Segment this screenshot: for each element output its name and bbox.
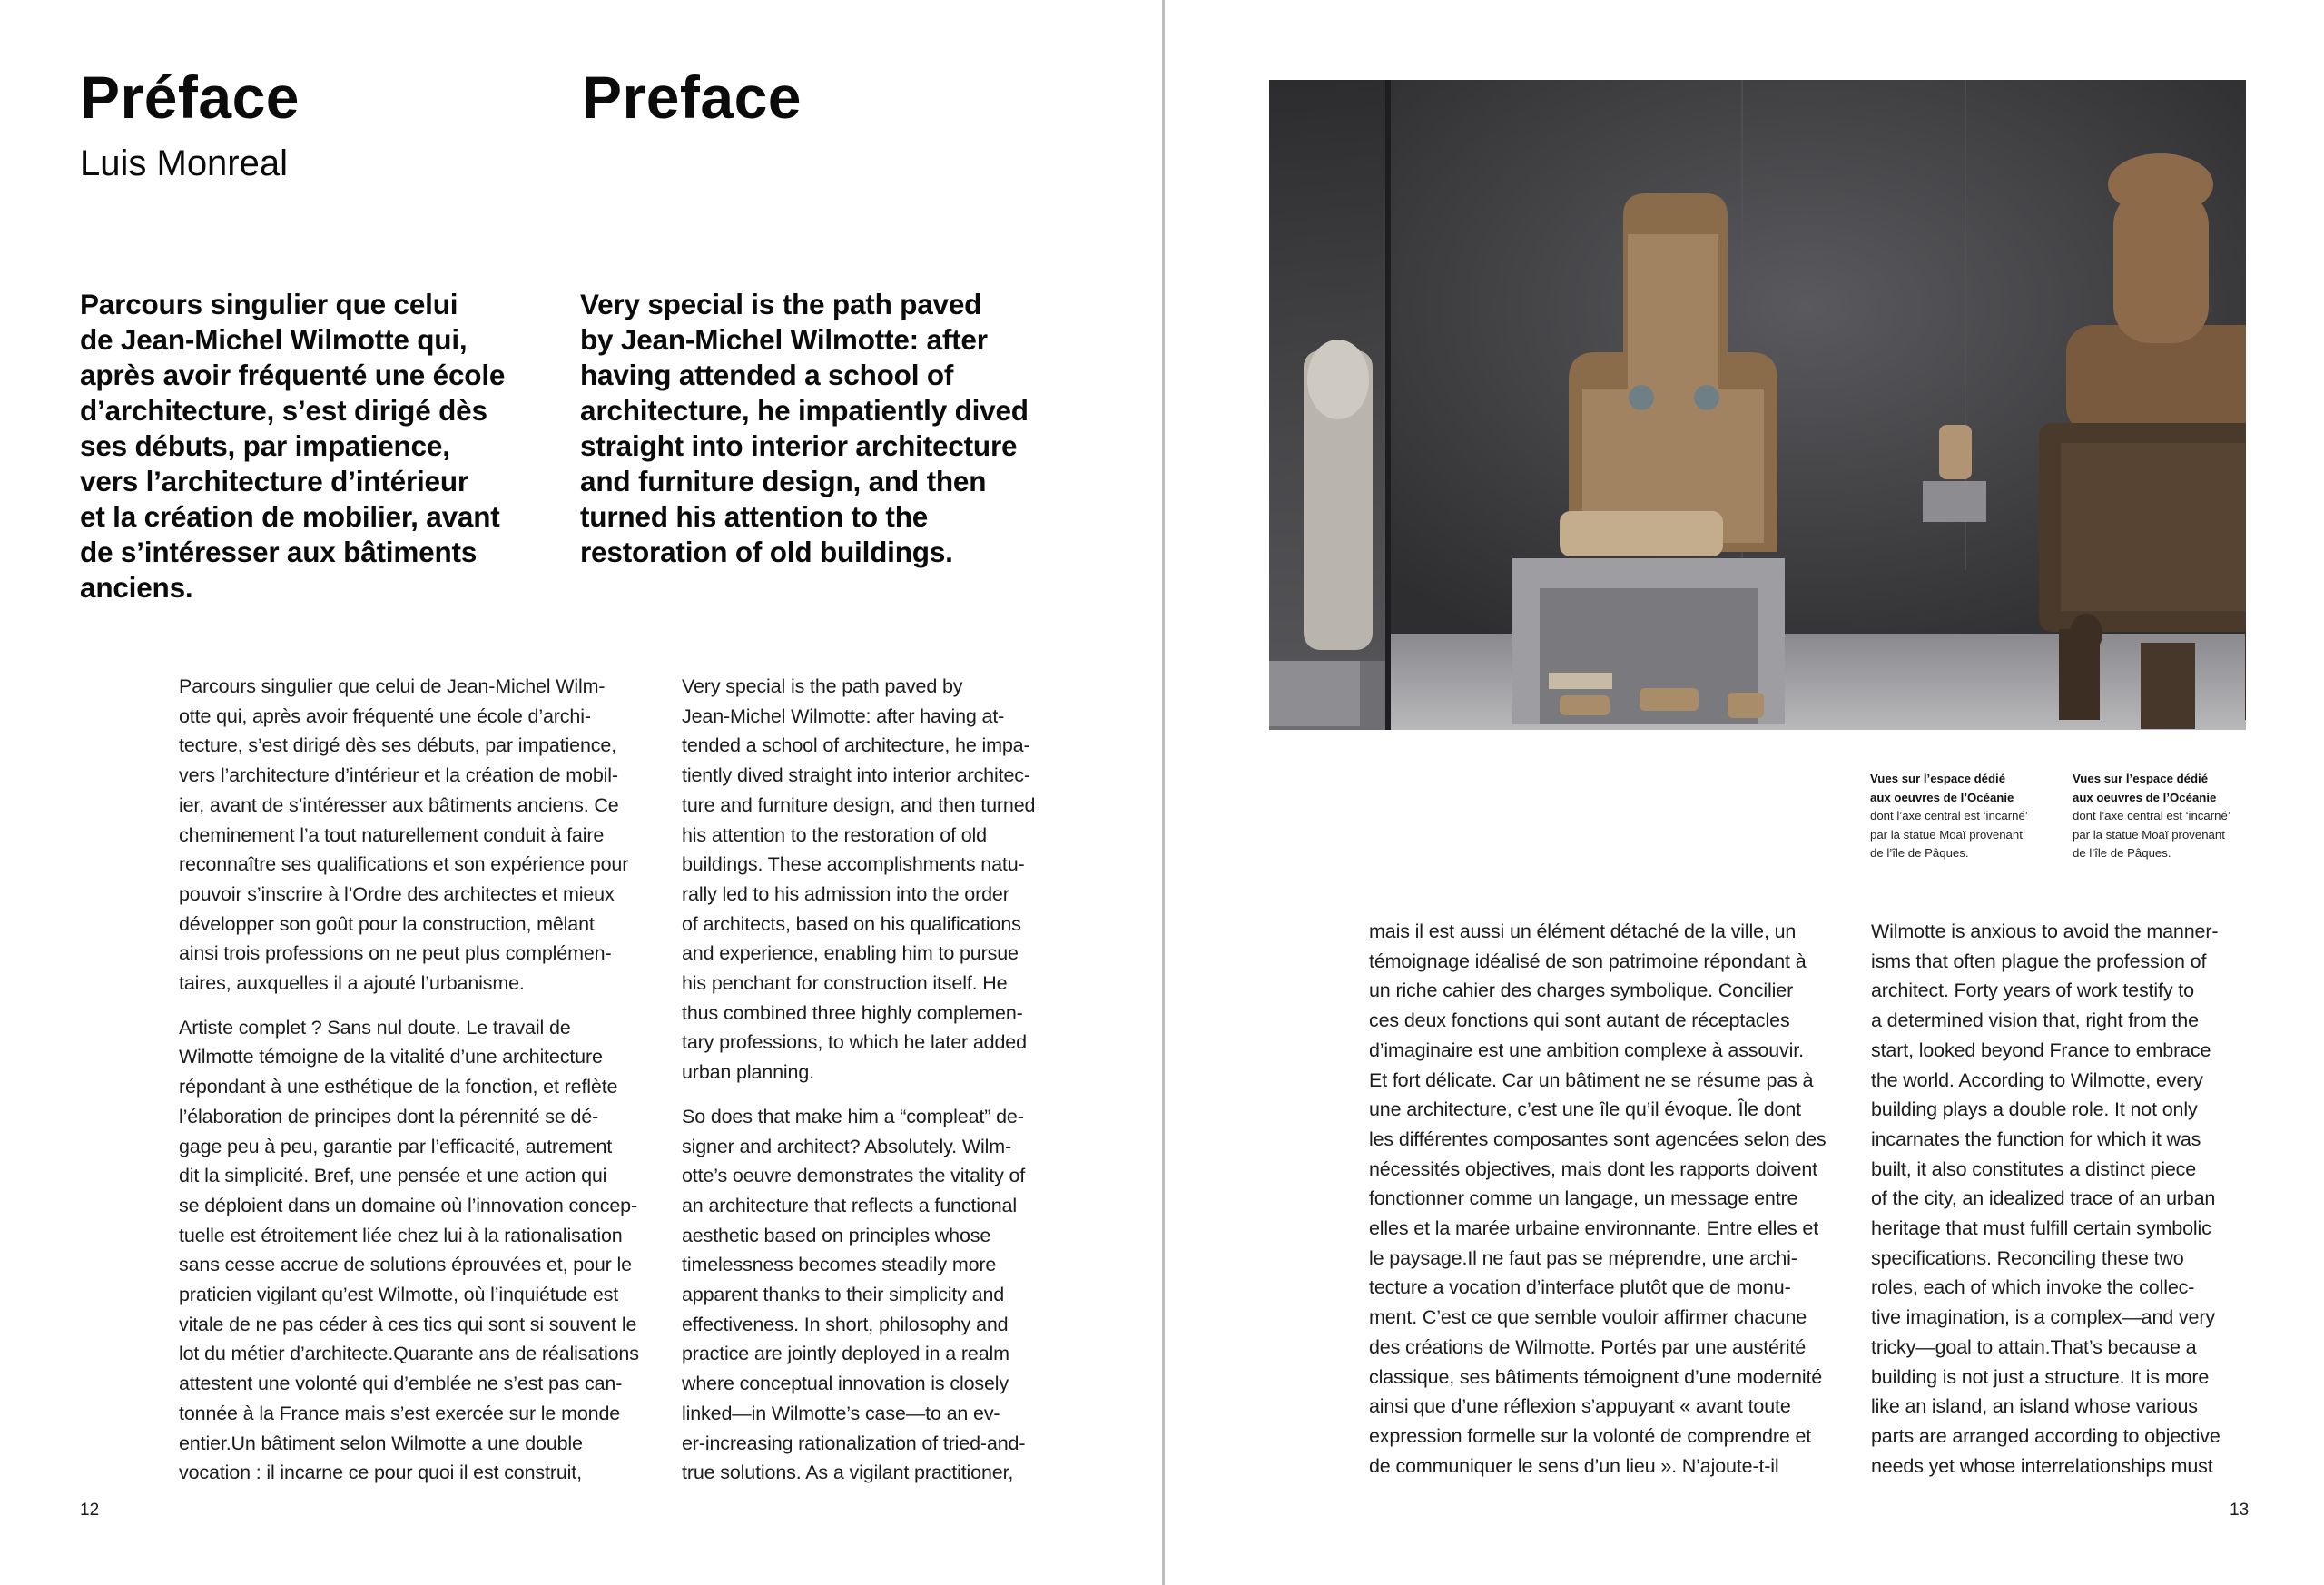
body-column-english-continued [1871,917,2289,1481]
museum-exhibit-photo [1269,80,2246,730]
page-number-right: 13 [2230,1501,2250,1520]
author-name: Luis Monreal [80,143,289,183]
photo-caption [2073,770,2254,863]
body-paragraph: So does that make him a “compleat” de- signer and architect? Absolutely. Wilm- otte’s oeuvre demonstrates the vitality of an architecture that reflects a functional aesthetic based on principles whose timelessness becomes steadily more apparent thanks to their simplicity and effectiveness. In short, philosophy and practice are jointly deployed in a realm where conceptual innovation is closely linked—in Wilmotte’s case—to an ev- er-increasing rationalization of tried-and- true solutions. As a vigilant practitioner, [682,1105,1026,1484]
title-english: Preface [582,64,803,131]
caption-title: Vues sur l’espace dédié aux oeuvres de l’Océanie [1870,772,2014,804]
body-paragraph: mais il est aussi un élément détaché de la ville, un témoignage idéalisé de son patrimoine répondant à un riche cahier des charges symbolique. Concilier ces deux fonctions qui sont autant de réceptacles d’imaginaire est une ambition complexe à assouvir. Et fort délicate. Car un bâtiment ne se résume pas à une architecture, c’est une île qu’il évoque. Île dont les différentes composantes sont agencées selon des nécessités objectives, mais dont les rapports doivent fonctionner comme un langage, un message entre elles et la marée urbaine environnante. Entre elles et le paysage.Il ne faut pas se méprendre, une archi- tecture a vocation d’interface plutôt que de monu- ment. C’est ce que semble vouloir affirmer chacune des créations de Wilmotte. Portés par une austérité classique, ses bâtiments témoignent d’une modernité ainsi que d’une réflexion s’appuyant « avant toute expression formelle sur la volonté de comprendre et de communiquer le sens d’un lieu ». N’ajoute-t-il [1369,920,1827,1477]
lead-paragraph-french: Parcours singulier que celui de Jean-Michel Wilmotte qui, après avoir fréquenté une école d’architecture, s’est dirigé dès ses débuts, par impatience, vers l’architecture d’intérieur et la création de mobilier, avant de s’intéresser aux bâtiments anciens. [80,288,506,604]
caption-body: dont l’axe central est ‘incarné’ par la statue Moaï provenant de l’île de Pâques. [2073,809,2230,860]
body-paragraph: Parcours singulier que celui de Jean-Michel Wilm- otte qui, après avoir fréquenté une école d’archi- tecture, s’est dirigé dès ses débuts, par impatience, vers l’architecture d’intérieur et la création de mobil- ier, avant de s’intéresser aux bâtiments anciens. Ce cheminement l’a tout naturellement conduit à faire reconnaître ses qualifications et son expérience pour pouvoir s’inscrire à l’Ordre des architectes et mieux développer son goût pour la construction, mêlant ainsi trois professions on ne peut plus complémen- taires, auxquelles il a ajouté l’urbanisme. [179,675,629,995]
body-column-french-continued [1369,917,1859,1481]
caption-body: dont l’axe central est ‘incarné’ par la statue Moaï provenant de l’île de Pâques. [1870,809,2028,860]
body-paragraph: Very special is the path paved by Jean-Michel Wilmotte: after having at- tended a school of architecture, he impa- tiently dived straight into interior architec- ture and furniture design, and then turned his attention to the restoration of old buildings. These accomplishments natu- rally led to his admission into the order of architects, based on his qualifications and experience, enabling him to pursue his penchant for construction itself. He thus combined three highly complemen- tary professions, to which he later added urban planning. [682,675,1036,1084]
museum-photo-icon [1269,80,2246,730]
photo-caption [1870,770,2052,863]
page-number-left: 12 [80,1501,100,1520]
body-column-english [682,672,1099,1488]
lead-paragraph-english: Very special is the path paved by Jean-Michel Wilmotte: after having attended a school of architecture, he impatiently dived straight into interior architecture and furniture design, and then turned his attention to the restoration of old buildings. [580,288,1029,568]
body-paragraph: Artiste complet ? Sans nul doute. Le travail de Wilmotte témoigne de la vitalité d’une architecture répondant à une esthétique de la fonction, et reflète l’élaboration de principes dont la pérennité se dé- gage peu à peu, garantie par l’efficacité, autrement dit la simplicité. Bref, une pensée et une action qui se déploient dans un domaine où l’innovation concep- tuelle est étroitement liée chez lui à la rationalisation sans cesse accrue de solutions éprouvées et, pour le praticien vigilant qu’est Wilmotte, où l’inquiétude est vitale de ne pas céder à ces tics qui sont si souvent le lot du métier d’architecte.Quarante ans de réalisations attestent une volonté qui d’emblée ne s’est pas can- tonnée à la France mais s’est exercée sur le monde entier.Un bâtiment selon Wilmotte a une double vocation : il incarne ce pour quoi il est construit, [179,1016,639,1484]
title-french: Préface [80,64,300,131]
caption-title: Vues sur l’espace dédié aux oeuvres de l’Océanie [2073,772,2217,804]
body-column-french [179,672,669,1488]
body-paragraph: Wilmotte is anxious to avoid the manner- isms that often plague the profession of architect. Forty years of work testify to a determined vision that, right from the start, looked beyond France to embrace the world. According to Wilmotte, every building plays a double role. It not only incarnates the function for which it was built, it also constitutes a distinct piece of the city, an idealized trace of an urban heritage that must fulfill certain symbolic specifications. Reconciling these two roles, each of which invoke the collec- tive imagination, is a complex—and very tricky—goal to attain.That’s because a building is not just a structure. It is more like an island, an island whose various parts are arranged according to objective needs yet whose interrelationships must [1871,920,2221,1477]
